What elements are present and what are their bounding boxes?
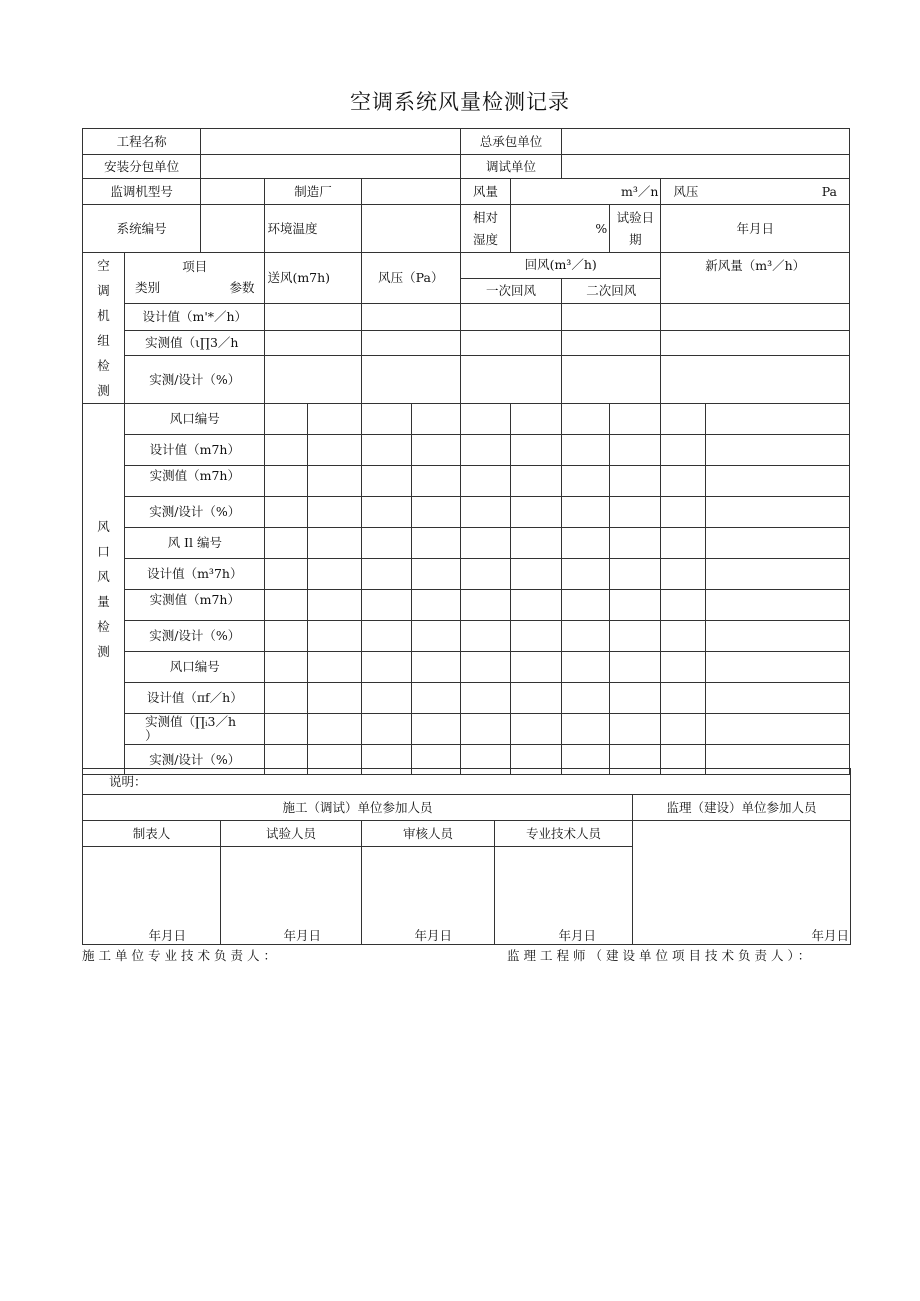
technician-date: 年月日 [558, 928, 596, 943]
cell[interactable] [307, 404, 361, 435]
cell[interactable] [511, 435, 562, 466]
install-subcontractor-label: 安装分包单位 [83, 155, 201, 179]
cell[interactable] [265, 497, 307, 528]
outlet-row-label-text: 实测值（∏ᵢ3／h [145, 714, 237, 729]
supervision-sign-field[interactable] [633, 821, 851, 945]
cell[interactable] [610, 497, 661, 528]
cell[interactable] [661, 714, 705, 745]
category-label: 类别 [135, 279, 161, 295]
outlet-row-label: 设计值（m7h） [125, 435, 265, 466]
general-contractor-label: 总承包单位 [460, 129, 561, 155]
system-no-field[interactable] [201, 205, 265, 253]
cell[interactable] [661, 466, 705, 497]
outlet-row-label: 设计值（m³7h） [125, 559, 265, 590]
cell[interactable] [411, 652, 460, 683]
rel-humidity-line2: 湿度 [472, 231, 498, 247]
signoff-table [82, 820, 851, 945]
cell[interactable] [460, 497, 510, 528]
tester-sign-field[interactable] [221, 847, 362, 945]
outlet-row-label: 风口编号 [125, 404, 265, 435]
cell[interactable] [610, 559, 661, 590]
cell[interactable] [661, 330, 850, 356]
cell[interactable] [460, 652, 510, 683]
cell[interactable] [361, 356, 460, 404]
cell[interactable] [511, 652, 562, 683]
technician-sign-field[interactable] [495, 847, 633, 945]
cell[interactable] [661, 404, 705, 435]
cell[interactable] [411, 435, 460, 466]
cell[interactable] [562, 303, 661, 330]
outlet-row-label: 实测值（m7h） [125, 590, 265, 621]
cell[interactable] [610, 466, 661, 497]
preparer-label: 制表人 [83, 821, 221, 847]
cell[interactable] [460, 621, 510, 652]
cell[interactable] [307, 714, 361, 745]
cell[interactable] [265, 404, 307, 435]
pressure-header: 风压（Pa） [361, 253, 460, 304]
test-date-line2: 期 [629, 231, 642, 247]
cell[interactable] [562, 714, 610, 745]
cell[interactable] [661, 683, 705, 714]
cell[interactable] [460, 590, 510, 621]
cell[interactable] [661, 652, 705, 683]
cell[interactable] [460, 356, 561, 404]
cell[interactable] [610, 435, 661, 466]
unit-model-field[interactable] [201, 179, 265, 205]
cell[interactable] [411, 683, 460, 714]
tester-date: 年月日 [283, 928, 321, 943]
cell[interactable] [361, 559, 411, 590]
cell[interactable] [705, 714, 849, 745]
cell[interactable] [511, 559, 562, 590]
cell[interactable] [562, 330, 661, 356]
supervision-date: 年月日 [811, 928, 849, 943]
outlet-row-label: 实测/设计（%） [125, 621, 265, 652]
construction-tech-lead: 施工单位专业技术负责人： [82, 948, 281, 963]
cell[interactable] [265, 528, 307, 559]
cell[interactable] [511, 621, 562, 652]
general-contractor-field[interactable] [562, 129, 850, 155]
test-date-label [610, 205, 661, 253]
cell[interactable] [460, 330, 561, 356]
supply-air-header: 送风(m7h) [265, 253, 361, 304]
cell[interactable] [661, 497, 705, 528]
cell[interactable] [705, 528, 849, 559]
param-label: 参数 [229, 279, 255, 295]
cell[interactable] [265, 683, 307, 714]
rel-humidity-label [460, 205, 510, 253]
wind-pressure-field[interactable] [661, 179, 850, 205]
outlet-row-label: 风 Il 编号 [125, 528, 265, 559]
return-air-header: 回风(m³／h) [460, 253, 661, 279]
unit-section-label: 空调机组检测 [83, 253, 125, 404]
primary-return-header: 一次回风 [460, 278, 561, 303]
cell[interactable] [307, 528, 361, 559]
cell[interactable] [562, 497, 610, 528]
preparer-sign-field[interactable] [83, 847, 221, 945]
cell[interactable] [562, 683, 610, 714]
cell[interactable] [562, 404, 610, 435]
cell[interactable] [265, 590, 307, 621]
cell[interactable] [610, 652, 661, 683]
cell[interactable] [361, 621, 411, 652]
outlet-row-label: 风口编号 [125, 652, 265, 683]
cell[interactable] [265, 303, 361, 330]
cell[interactable] [511, 590, 562, 621]
cell[interactable] [705, 683, 849, 714]
cell[interactable] [511, 404, 562, 435]
cell[interactable] [705, 466, 849, 497]
preparer-date: 年月日 [148, 928, 186, 943]
cell[interactable] [265, 466, 307, 497]
construction-header: 施工（调试）单位参加人员 [83, 795, 633, 821]
cell[interactable] [307, 435, 361, 466]
cell[interactable] [705, 435, 849, 466]
cell[interactable] [265, 356, 361, 404]
rel-humidity-line1: 相对 [472, 209, 498, 225]
cell[interactable] [265, 435, 307, 466]
pressure-unit: Pa [821, 183, 837, 199]
cell[interactable] [562, 559, 610, 590]
cell[interactable] [610, 714, 661, 745]
cell[interactable] [265, 330, 361, 356]
ambient-temp-field[interactable] [361, 205, 460, 253]
cell[interactable] [661, 528, 705, 559]
unit-model-label: 监调机型号 [83, 179, 201, 205]
commissioning-unit-field[interactable] [562, 155, 850, 179]
outlet-row-label: 实测/设计（%） [125, 745, 265, 775]
notes-field[interactable] [83, 769, 851, 795]
test-date-line1: 试验日 [616, 209, 655, 225]
cell[interactable] [411, 559, 460, 590]
cell[interactable] [361, 652, 411, 683]
cell[interactable] [307, 621, 361, 652]
cell[interactable] [511, 683, 562, 714]
cell[interactable] [705, 621, 849, 652]
cell[interactable] [361, 435, 411, 466]
unit-row-label: 实测值（ι∏3／h [125, 330, 265, 356]
airflow-unit: m³／n [511, 179, 661, 205]
cell[interactable] [661, 303, 850, 330]
cell[interactable] [511, 466, 562, 497]
cell[interactable] [511, 528, 562, 559]
cell[interactable] [460, 404, 510, 435]
fresh-air-header: 新风量（m³／h） [661, 253, 850, 304]
cell[interactable] [411, 404, 460, 435]
outlet-row-label: 实测值（m7h） [125, 466, 265, 497]
cell[interactable] [705, 652, 849, 683]
cell[interactable] [610, 683, 661, 714]
cell[interactable] [562, 590, 610, 621]
reviewer-date: 年月日 [414, 928, 452, 943]
cell[interactable] [661, 590, 705, 621]
cell[interactable] [460, 435, 510, 466]
cell[interactable] [610, 621, 661, 652]
wind-pressure-label: 风压 [673, 183, 699, 199]
cell[interactable] [265, 652, 307, 683]
cell[interactable] [361, 303, 460, 330]
cell[interactable] [562, 621, 610, 652]
cell[interactable] [661, 621, 705, 652]
cell[interactable] [460, 466, 510, 497]
cell[interactable] [411, 714, 460, 745]
cell[interactable] [610, 528, 661, 559]
cell[interactable] [361, 330, 460, 356]
unit-row-label: 实测/设计（%） [125, 356, 265, 404]
cell[interactable] [460, 559, 510, 590]
cell[interactable] [307, 497, 361, 528]
cell[interactable] [307, 683, 361, 714]
system-no-label: 系统编号 [83, 205, 201, 253]
airflow-label: 风量 [460, 179, 510, 205]
technician-label: 专业技术人员 [495, 821, 633, 847]
notes-table [82, 768, 851, 821]
cell[interactable] [411, 497, 460, 528]
cell[interactable] [705, 590, 849, 621]
cell[interactable] [562, 466, 610, 497]
supervising-engineer: 监理工程师（建设单位项目技术负责人）： [507, 948, 815, 963]
cell[interactable] [705, 559, 849, 590]
cell[interactable] [411, 621, 460, 652]
cell[interactable] [511, 714, 562, 745]
cell[interactable] [361, 714, 411, 745]
cell[interactable] [361, 404, 411, 435]
humidity-percent: % [511, 205, 610, 253]
cell[interactable] [460, 714, 510, 745]
unit-row-label: 设计值（m'*／h） [125, 303, 265, 330]
cell[interactable] [610, 404, 661, 435]
cell[interactable] [661, 356, 850, 404]
cell[interactable] [361, 683, 411, 714]
cell[interactable] [307, 466, 361, 497]
cell[interactable] [460, 303, 561, 330]
cell[interactable] [705, 404, 849, 435]
cell[interactable] [460, 528, 510, 559]
cell[interactable] [562, 356, 661, 404]
cell[interactable] [562, 652, 610, 683]
supervision-header: 监理（建设）单位参加人员 [633, 795, 851, 821]
notes-label: 说明： [109, 773, 147, 789]
cell[interactable] [361, 528, 411, 559]
secondary-return-header: 二次回风 [562, 278, 661, 303]
cell[interactable] [361, 590, 411, 621]
item-category-header [125, 253, 265, 304]
cell[interactable] [361, 466, 411, 497]
manufacturer-label: 制造厂 [265, 179, 361, 205]
cell[interactable] [460, 683, 510, 714]
cell[interactable] [265, 714, 307, 745]
test-date-value: 年月日 [661, 205, 850, 253]
cell[interactable] [562, 528, 610, 559]
cell[interactable] [411, 590, 460, 621]
cell[interactable] [307, 559, 361, 590]
reviewer-label: 审核人员 [362, 821, 495, 847]
reviewer-sign-field[interactable] [362, 847, 495, 945]
cell[interactable] [411, 466, 460, 497]
cell[interactable] [511, 497, 562, 528]
ambient-temp-label: 环境温度 [265, 205, 361, 253]
project-name-label: 工程名称 [83, 129, 201, 155]
cell[interactable] [361, 497, 411, 528]
cell[interactable] [265, 621, 307, 652]
outlet-row-label [125, 714, 265, 745]
page-title: 空调系统风量检测记录 [350, 90, 570, 114]
cell[interactable] [661, 435, 705, 466]
cell[interactable] [705, 497, 849, 528]
cell[interactable] [265, 559, 307, 590]
item-label: 项目 [182, 258, 208, 274]
cell[interactable] [411, 528, 460, 559]
install-subcontractor-field[interactable] [201, 155, 461, 179]
outlet-section-label: 风口风量检测 [83, 404, 125, 775]
cell[interactable] [661, 559, 705, 590]
manufacturer-field[interactable] [361, 179, 460, 205]
cell[interactable] [307, 652, 361, 683]
cell[interactable] [610, 590, 661, 621]
tester-label: 试验人员 [221, 821, 362, 847]
commissioning-unit-label: 调试单位 [460, 155, 561, 179]
cell[interactable] [307, 590, 361, 621]
outlet-row-label-suffix: ） [145, 728, 158, 743]
record-table [82, 128, 850, 775]
project-name-field[interactable] [201, 129, 461, 155]
outlet-row-label: 设计值（πf／h） [125, 683, 265, 714]
outlet-row-label: 实测/设计（%） [125, 497, 265, 528]
cell[interactable] [562, 435, 610, 466]
